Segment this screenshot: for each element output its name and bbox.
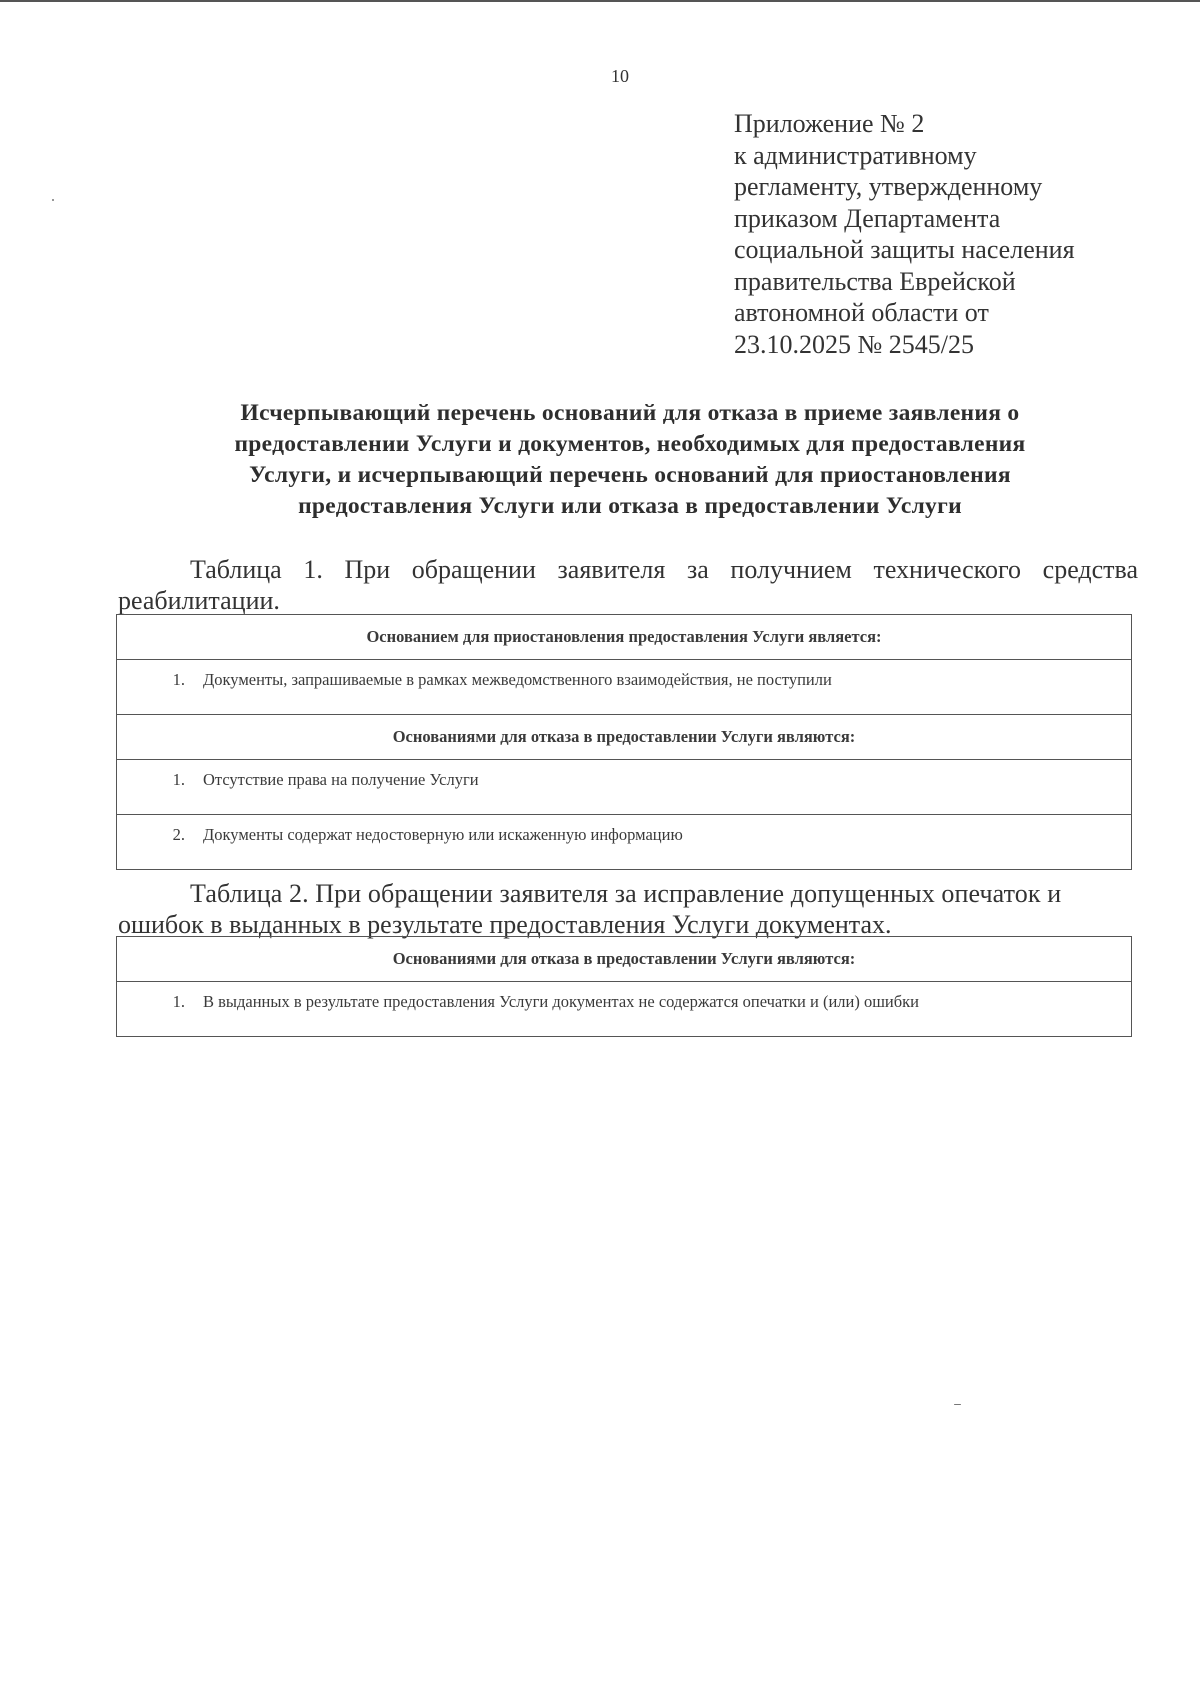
appendix-line: правительства Еврейской — [734, 266, 1016, 296]
refusal-header: Основаниями для отказа в предоставлении Услуги являются: — [117, 937, 1132, 982]
title-line: предоставлении Услуги и документов, необходимых для предоставления — [234, 431, 1026, 457]
table-row — [117, 760, 1132, 815]
title-line: Исчерпывающий перечень оснований для отказа в приеме заявления о — [240, 400, 1020, 426]
table-cell — [117, 660, 1132, 715]
item-number: 1. — [172, 992, 185, 1011]
item-text: Документы, запрашиваемые в рамках межведомственного взаимодействия, не поступили — [203, 670, 832, 689]
appendix-line: автономной области от — [734, 298, 989, 327]
title-line: предоставления Услуги или отказа в предоставлении Услуги — [298, 493, 962, 519]
refusal-header: Основаниями для отказа в предоставлении Услуги являются: — [117, 715, 1132, 760]
item-number: 1. — [172, 670, 185, 689]
item-text: В выданных в результате предоставления Услуги документах не содержатся опечатки и (или) ошибки — [203, 992, 919, 1011]
table-1-caption — [118, 554, 1138, 616]
item-number: 1. — [172, 770, 185, 789]
appendix-line: социальной защиты населения — [734, 235, 1075, 264]
table-1 — [116, 614, 1132, 870]
title-line: Услуги, и исчерпывающий перечень оснований для приостановления — [249, 462, 1011, 488]
table-row — [117, 815, 1132, 870]
caption-line: реабилитации. — [118, 586, 280, 615]
table-header-row — [117, 937, 1132, 982]
item-text: Документы содержат недостоверную или искаженную информацию — [203, 825, 683, 844]
caption-line: ошибок в выданных в результате предоставления Услуги документах. — [118, 910, 892, 939]
table-row — [117, 660, 1132, 715]
table-cell — [117, 815, 1132, 870]
table-cell — [117, 760, 1132, 815]
scan-speck — [52, 199, 54, 201]
table-header-row — [117, 615, 1132, 660]
appendix-line: регламенту, утвержденному — [734, 172, 1043, 201]
suspension-header: Основанием для приостановления предоставления Услуги является: — [117, 615, 1132, 660]
page-number: 10 — [611, 66, 629, 86]
appendix-line: к административному — [734, 140, 977, 170]
table-header-row — [117, 715, 1132, 760]
table-2 — [116, 936, 1132, 1037]
scan-top-edge — [0, 0, 1200, 2]
table-row — [117, 982, 1132, 1037]
appendix-block — [734, 108, 1154, 360]
appendix-line: 23.10.2025 № 2545/25 — [734, 329, 975, 359]
scan-speck — [954, 1404, 961, 1405]
caption-line: Таблица 1. При обращении заявителя за получнием технического средства — [190, 555, 1138, 584]
appendix-line: Приложение № 2 — [734, 109, 925, 138]
table-2-caption — [118, 878, 1138, 940]
item-number: 2. — [172, 825, 185, 844]
document-title — [130, 398, 1130, 522]
item-text: Отсутствие права на получение Услуги — [203, 770, 479, 789]
table-cell — [117, 982, 1132, 1037]
appendix-line: приказом Департамента — [734, 203, 1001, 233]
caption-line: Таблица 2. При обращении заявителя за исправление допущенных опечаток и — [190, 879, 1062, 908]
